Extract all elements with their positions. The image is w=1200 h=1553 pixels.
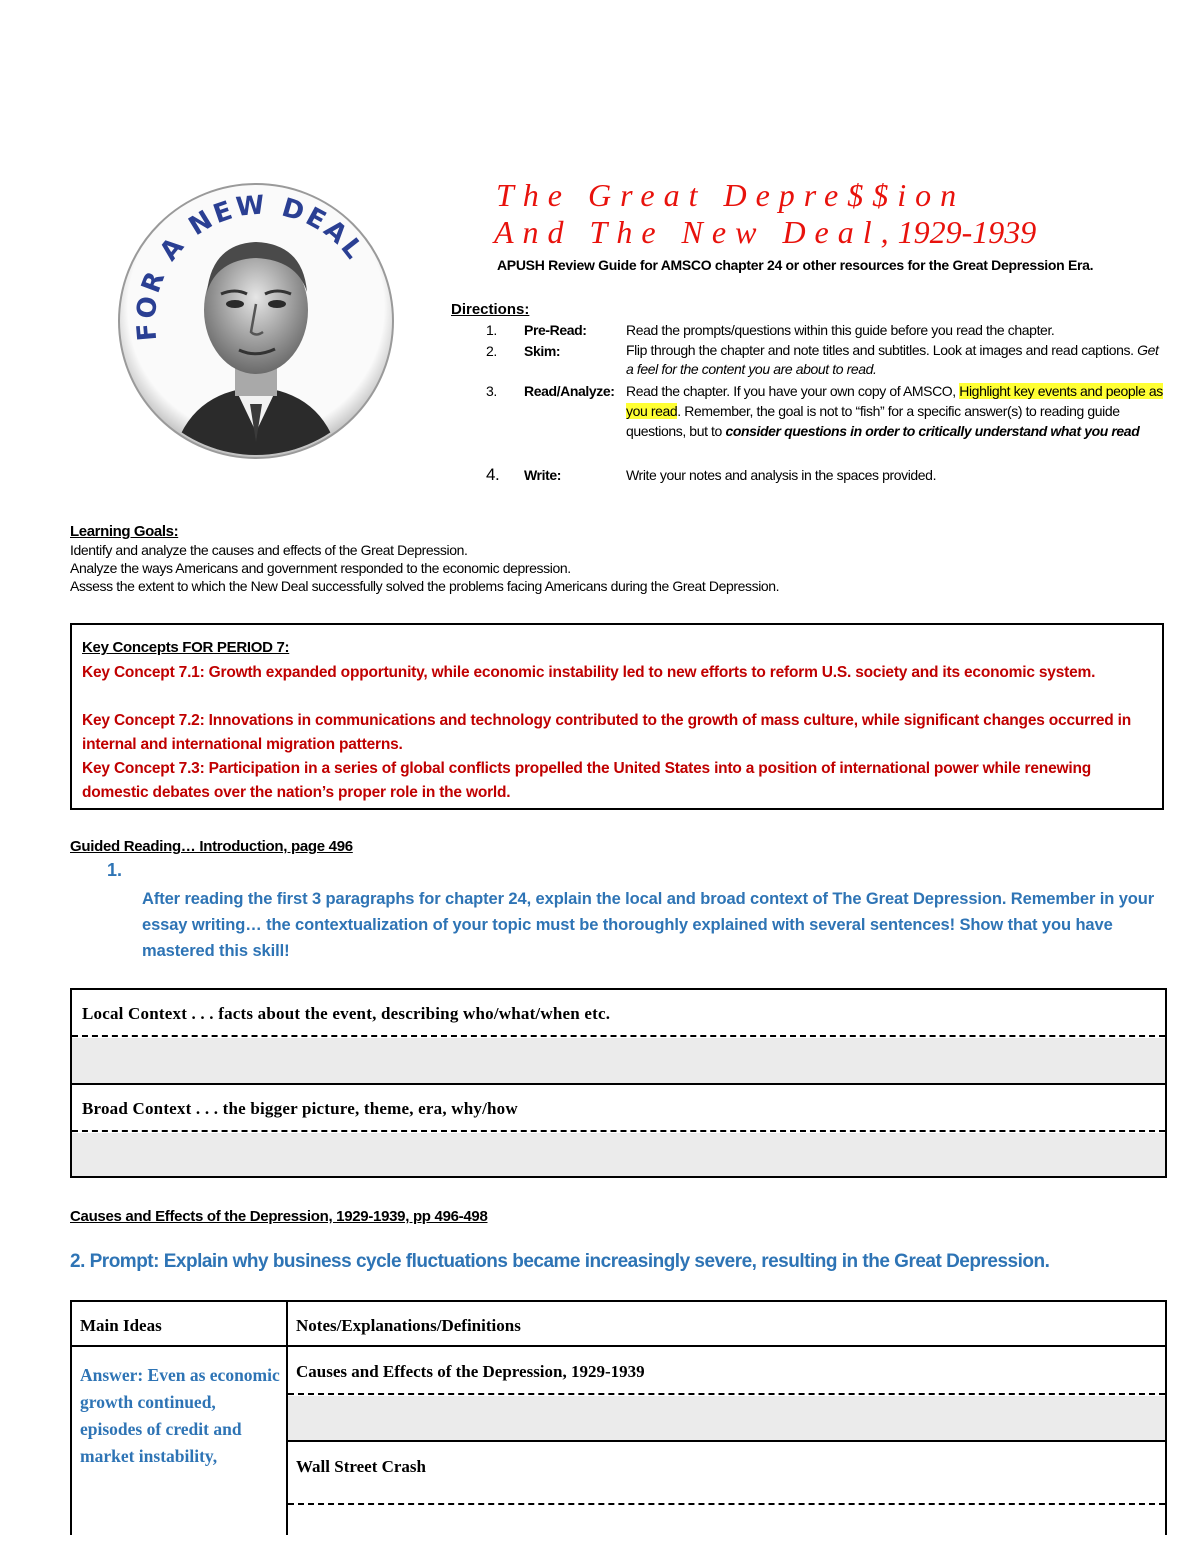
learning-goal-item: Identify and analyze the causes and effects of the Great Depression.	[70, 542, 468, 558]
causes-effects-answer-field[interactable]	[288, 1396, 1165, 1440]
direction-label: Skim:	[524, 343, 561, 359]
dashed-divider	[72, 1035, 1165, 1037]
direction-text: Write your notes and analysis in the spaces provided.	[626, 467, 937, 483]
main-idea-answer: Answer: Even as economic growth continued, episodes of credit and market instability,	[80, 1365, 280, 1466]
key-concept-item: Key Concept 7.2: Innovations in communications and technology contributed to the growth of mass culture, while significant changes occurred in internal and international migration patterns.	[82, 712, 1131, 753]
direction-text-a: Read the chapter. If you have your own copy of AMSCO,	[626, 383, 960, 399]
new-deal-button-image	[117, 182, 395, 460]
main-ideas-header: Main Ideas	[80, 1316, 162, 1335]
broad-context-label: Broad Context . . . the bigger picture, theme, era, why/how	[82, 1099, 518, 1118]
broad-context-answer-field[interactable]	[72, 1133, 1165, 1176]
dashed-divider	[288, 1503, 1165, 1505]
local-context-answer-field[interactable]	[72, 1038, 1165, 1083]
context-table	[70, 988, 1167, 1178]
notes-header: Notes/Explanations/Definitions	[296, 1316, 521, 1335]
direction-label: Read/Analyze:	[524, 383, 615, 399]
question-1-text: After reading the first 3 paragraphs for chapter 24, explain the local and broad context of The Great Depression. Remember in your essay writing… the contextualization of your topic must be thoroughly explained with several sentences! Show that you have mastered this skill!	[142, 890, 1155, 960]
directions-heading: Directions:	[451, 301, 530, 318]
key-concepts-heading: Key Concepts FOR PERIOD 7:	[82, 639, 290, 656]
title-years: 1929-1939	[897, 214, 1037, 250]
direction-text: Read the prompts/questions within this guide before you read the chapter.	[626, 322, 1055, 338]
learning-goal-item: Assess the extent to which the New Deal successfully solved the problems facing Americans during the Great Depression.	[70, 578, 780, 594]
row-label-causes-effects: Causes and Effects of the Depression, 1929-1939	[296, 1362, 645, 1381]
direction-text-b: . Remember, the goal is not to “fish” for a specific answer(s) to reading guide questions, but to	[626, 403, 1120, 439]
direction-number: 3.	[486, 383, 497, 399]
question-1-number: 1.	[107, 860, 123, 880]
direction-label: Write:	[524, 467, 562, 483]
learning-goals-heading: Learning Goals:	[70, 523, 179, 540]
key-concepts-box	[70, 623, 1164, 810]
button-text: FOR A NEW DEAL	[131, 190, 371, 343]
direction-label: Pre-Read:	[524, 322, 587, 338]
direction-text	[626, 381, 1166, 441]
direction-number: 4.	[486, 465, 500, 484]
dashed-divider	[288, 1393, 1165, 1395]
causes-effects-heading: Causes and Effects of the Depression, 1929-1939, pp 496-498	[70, 1208, 488, 1225]
direction-number: 2.	[486, 343, 497, 359]
direction-text-italic: Get a feel for the content you are about to read.	[626, 342, 1159, 377]
row-label-wall-street-crash: Wall Street Crash	[296, 1457, 427, 1476]
dashed-divider	[72, 1130, 1165, 1132]
question-2-prompt: 2. Prompt: Explain why business cycle fluctuations became increasingly severe, resulting in the Great Depression.	[70, 1251, 1050, 1272]
guided-reading-heading: Guided Reading… Introduction, page 496	[70, 838, 353, 855]
key-concept-item: Key Concept 7.3: Participation in a series of global conflicts propelled the United States into a position of international power while renewing domestic debates over the nation’s proper role in the world.	[82, 760, 1091, 801]
row-divider	[288, 1440, 1165, 1442]
local-context-label: Local Context . . . facts about the event, describing who/what/when etc.	[82, 1004, 611, 1023]
header-divider	[72, 1345, 1165, 1347]
direction-text-plain: Flip through the chapter and note titles and subtitles. Look at images and read captions.	[626, 342, 1138, 358]
key-concept-item: Key Concept 7.1: Growth expanded opportunity, while economic instability led to new efforts to reform U.S. society and its economic system.	[82, 664, 1096, 681]
highlighted-text: Highlight key events and people as you read	[626, 383, 1163, 419]
title-main: And The New Deal,	[494, 214, 898, 250]
main-ideas-table	[70, 1300, 1167, 1535]
page-title-line-2	[494, 214, 1036, 251]
row-divider	[72, 1083, 1165, 1085]
direction-number: 1.	[486, 322, 497, 338]
direction-text	[626, 341, 1166, 379]
subtitle: APUSH Review Guide for AMSCO chapter 24 or other resources for the Great Depression Era.	[497, 257, 1094, 273]
page-title-line-1: The Great Depre$$ion	[496, 177, 966, 213]
learning-goal-item: Analyze the ways Americans and government responded to the economic depression.	[70, 560, 571, 576]
learning-goals	[70, 523, 779, 595]
direction-text-bold-italic: consider questions in order to critically understand what you read	[725, 423, 1140, 439]
